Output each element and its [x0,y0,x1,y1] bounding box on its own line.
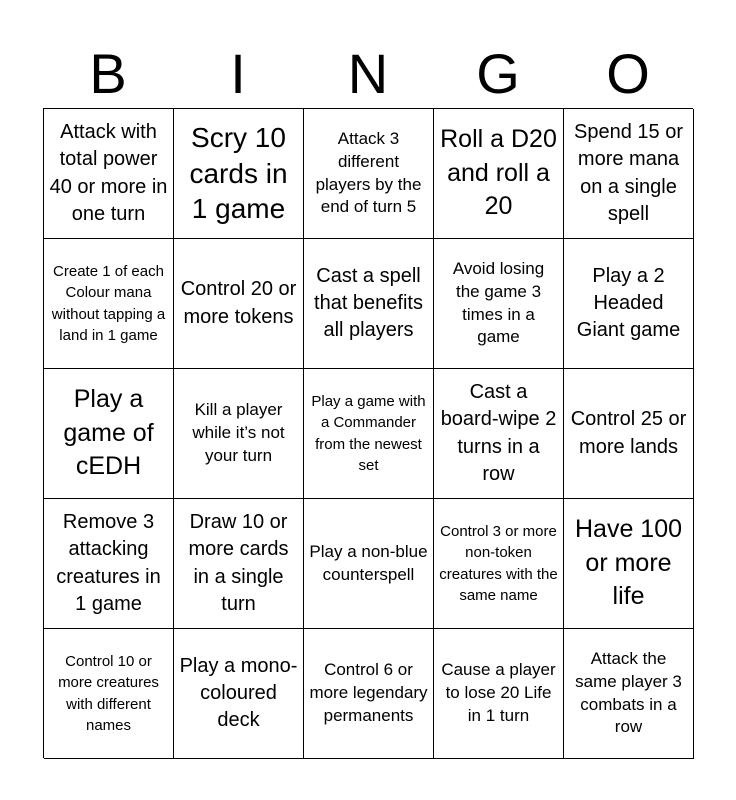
cell-text: Avoid losing the game 3 times in a game [452,258,545,347]
header-letter-g: G [476,42,520,105]
bingo-cell-r2c2[interactable] [174,239,304,369]
bingo-cell-r5c5[interactable] [564,629,694,759]
bingo-cell-r2c1[interactable] [44,239,174,369]
bingo-cell-r2c3[interactable] [304,239,434,369]
cell-text: Control 6 or more legendary permanents [309,660,428,725]
bingo-board [43,108,693,758]
cell-text: Attack the same player 3 combats in a row [575,648,682,737]
cell-text: Control 3 or more non-token creatures with the same name [439,522,558,604]
bingo-cell-r4c4[interactable] [434,499,564,629]
cell-text: Play a game of cEDH [63,384,154,481]
cell-text: Cause a player to lose 20 Life in 1 turn [441,660,556,725]
cell-text: Roll a D20 and roll a 20 [440,124,557,221]
cell-text: Play a mono-coloured deck [179,654,298,732]
bingo-cell-r3c4[interactable] [434,369,564,499]
cell-text: Cast a spell that benefits all players [314,264,423,342]
bingo-cell-r3c1[interactable] [44,369,174,499]
header-letter-i: I [230,42,246,105]
bingo-cell-r5c4[interactable] [434,629,564,759]
cell-text: Have 100 or more life [574,514,683,611]
bingo-header [43,40,693,108]
cell-text: Control 10 or more creatures with different names [58,652,159,734]
cell-text: Attack with total power 40 or more in one turn [49,121,168,225]
bingo-cell-r3c2[interactable] [174,369,304,499]
cell-text: Control 20 or more tokens [180,278,297,328]
cell-text: Control 25 or more lands [570,408,687,458]
bingo-cell-r3c3[interactable] [304,369,434,499]
bingo-cell-r4c3[interactable] [304,499,434,629]
bingo-cell-r4c5[interactable] [564,499,694,629]
bingo-cell-r5c2[interactable] [174,629,304,759]
header-letter-o: O [606,42,650,105]
header-letter-n: N [347,42,389,105]
bingo-cell-r2c5[interactable] [564,239,694,369]
cell-text: Spend 15 or more mana on a single spell [574,121,683,225]
bingo-cell-r3c5[interactable] [564,369,694,499]
bingo-cell-r1c5[interactable] [564,109,694,239]
bingo-cell-r1c4[interactable] [434,109,564,239]
cell-text: Kill a player while it’s not your turn [192,400,285,465]
cell-text: Play a game with a Commander from the newest set [311,392,426,474]
bingo-cell-r5c3[interactable] [304,629,434,759]
cell-text: Play a 2 Headed Giant game [576,264,681,342]
cell-text: Draw 10 or more cards in a single turn [188,511,289,615]
cell-text: Remove 3 attacking creatures in 1 game [56,511,161,615]
bingo-cell-r4c1[interactable] [44,499,174,629]
bingo-cell-r1c3[interactable] [304,109,434,239]
header-letter-b: B [89,42,127,105]
bingo-cell-r1c1[interactable] [44,109,174,239]
cell-text: Scry 10 cards in 1 game [189,121,288,225]
cell-text: Play a non-blue counterspell [309,541,428,584]
bingo-cell-r5c1[interactable] [44,629,174,759]
bingo-cell-r4c2[interactable] [174,499,304,629]
bingo-cell-r2c4[interactable] [434,239,564,369]
cell-text: Cast a board-wipe 2 turns in a row [440,381,557,485]
cell-text: Create 1 of each Colour mana without tapping a land in 1 game [51,262,166,344]
cell-text: Attack 3 different players by the end of turn 5 [315,128,422,217]
bingo-cell-r1c2[interactable] [174,109,304,239]
